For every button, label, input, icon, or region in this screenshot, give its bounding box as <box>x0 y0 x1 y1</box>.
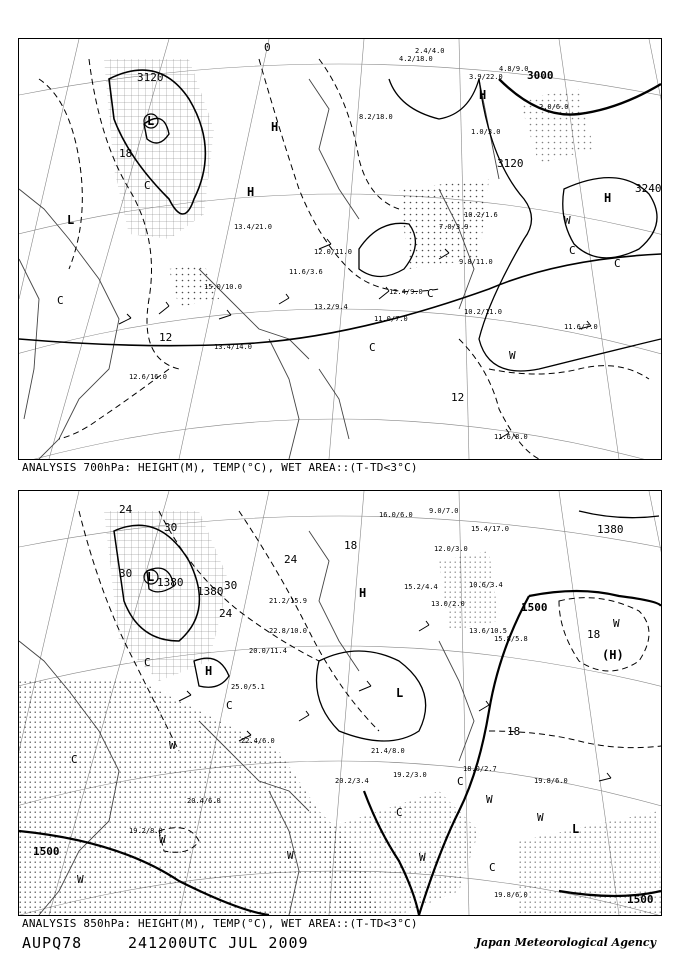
station-value: 13.0/2.0 <box>431 600 465 608</box>
station-value: 20.2/3.4 <box>335 777 369 785</box>
warm-marker: W <box>486 793 493 806</box>
isotherm-label: 18 <box>507 725 521 738</box>
high-center: H <box>247 185 255 199</box>
station-value: 12.0/3.0 <box>434 545 468 553</box>
station-value: 18.0/2.7 <box>463 765 497 773</box>
station-value: 25.0/5.1 <box>231 683 265 691</box>
low-center: L <box>67 213 75 227</box>
isotherm-label: 24 <box>119 503 133 516</box>
station-value: 15.8/5.8 <box>494 635 528 643</box>
station-value: 4.8/9.0 <box>499 65 529 73</box>
station-value: 9.0/7.0 <box>429 507 459 515</box>
isotherm-label: 12 <box>159 331 173 344</box>
station-value: 2.4/4.0 <box>415 47 445 55</box>
contour-label: 1380 <box>157 576 184 589</box>
cold-marker: C <box>369 341 376 354</box>
station-value: 4.2/18.0 <box>399 55 433 63</box>
warm-marker: W <box>287 849 294 862</box>
contour-label: 3000 <box>527 69 554 82</box>
station-value: 21.4/8.0 <box>371 747 405 755</box>
station-value: 19.8/6.0 <box>534 777 568 785</box>
station-value: 10.6/3.4 <box>469 581 503 589</box>
low-center: L <box>147 114 155 128</box>
cold-marker: C <box>57 294 64 307</box>
warm-marker: W <box>169 739 176 752</box>
station-value: 13.4/14.0 <box>214 343 252 351</box>
station-value: 7.0/3.9 <box>439 223 469 231</box>
bulletin-code: AUPQ78 <box>22 934 83 952</box>
cold-marker: C <box>457 775 464 788</box>
isotherm-label: 18 <box>344 539 358 552</box>
station-value: 15.2/4.4 <box>404 583 438 591</box>
cold-marker: C <box>614 257 621 270</box>
map-850hpa-svg <box>19 491 661 915</box>
station-value: 11.6/7.0 <box>564 323 598 331</box>
contour-label: 1380 <box>597 523 624 536</box>
station-value: 11.0/7.0 <box>374 315 408 323</box>
map-700hpa-svg <box>19 39 661 459</box>
warm-marker: W <box>564 214 571 227</box>
high-center: (H) <box>602 648 624 662</box>
station-value: 21.2/15.9 <box>269 597 307 605</box>
warm-marker: W <box>159 833 166 846</box>
map-panel-700hpa <box>18 38 662 460</box>
isotherm-label: 12 <box>451 391 465 404</box>
low-center: L <box>572 822 580 836</box>
low-center: L <box>147 570 155 584</box>
isotherm-label: 30 <box>119 567 133 580</box>
agency-name: Japan Meteorological Agency <box>475 936 656 949</box>
contour-label: 3120 <box>497 157 524 170</box>
high-center: H <box>479 88 487 102</box>
isotherm-label: 24 <box>284 553 298 566</box>
cold-marker: C <box>569 244 576 257</box>
station-value: 12.6/16.0 <box>129 373 167 381</box>
analysis-time: 241200UTC JUL 2009 <box>128 934 309 952</box>
cold-marker: C <box>396 806 403 819</box>
panel-caption-700hpa: ANALYSIS 700hPa: HEIGHT(M), TEMP(°C), WET AREA::(T-TD<3°C) <box>22 461 418 474</box>
station-value: 11.6/3.6 <box>289 268 323 276</box>
station-value: 22.4/6.0 <box>241 737 275 745</box>
cold-marker: C <box>427 287 434 300</box>
high-center: H <box>205 664 213 678</box>
isotherm-label: 30 <box>224 579 238 592</box>
station-value: 10.2/1.6 <box>464 211 498 219</box>
warm-marker: W <box>77 873 84 886</box>
contour-label: 1380 <box>197 585 224 598</box>
station-value: 20.4/6.0 <box>187 797 221 805</box>
warm-marker: W <box>613 617 620 630</box>
isotherm-label: 30 <box>164 521 178 534</box>
station-value: 13.6/10.5 <box>469 627 507 635</box>
station-value: 12.4/9.0 <box>389 288 423 296</box>
low-center: L <box>396 686 404 700</box>
map-panel-850hpa <box>18 490 662 916</box>
station-value: 16.0/6.0 <box>379 511 413 519</box>
cold-marker: C <box>144 656 151 669</box>
contour-label: 1500 <box>521 601 548 614</box>
station-value: 13.2/9.4 <box>314 303 348 311</box>
station-value: 19.2/8.0 <box>129 827 163 835</box>
cold-marker: C <box>144 179 151 192</box>
isotherm-label: 0 <box>264 41 271 54</box>
station-value: 3.9/22.0 <box>469 73 503 81</box>
high-center: H <box>604 191 612 205</box>
station-value: 1.0/3.0 <box>471 128 501 136</box>
isotherm-label: 18 <box>587 628 601 641</box>
warm-marker: W <box>537 811 544 824</box>
warm-marker: W <box>419 851 426 864</box>
station-value: 19.2/3.0 <box>393 771 427 779</box>
station-value: 22.8/10.0 <box>269 627 307 635</box>
cold-marker: C <box>226 699 233 712</box>
cold-marker: C <box>71 753 78 766</box>
contour-label: 3240 <box>635 182 661 195</box>
station-value: 13.4/21.0 <box>234 223 272 231</box>
wet-areas <box>19 511 661 915</box>
contour-label: 3120 <box>137 71 164 84</box>
station-value: 15.0/10.0 <box>204 283 242 291</box>
station-value: 11.6/8.0 <box>494 433 528 441</box>
cold-marker: C <box>489 861 496 874</box>
station-value: 12.0/11.0 <box>314 248 352 256</box>
station-value: 2.0/6.0 <box>539 103 569 111</box>
contour-label: 1500 <box>33 845 60 858</box>
station-value: 9.8/11.0 <box>459 258 493 266</box>
isotherm-label: 24 <box>219 607 233 620</box>
contour-label: 1500 <box>627 893 654 906</box>
coastlines <box>19 79 499 459</box>
high-center: H <box>271 120 279 134</box>
isotherm-label: 18 <box>119 147 133 160</box>
panel-caption-850hpa: ANALYSIS 850hPa: HEIGHT(M), TEMP(°C), WET AREA::(T-TD<3°C) <box>22 917 418 930</box>
station-value: 15.4/17.0 <box>471 525 509 533</box>
high-center: H <box>359 586 367 600</box>
station-value: 20.0/11.4 <box>249 647 287 655</box>
station-value: 8.2/18.0 <box>359 113 393 121</box>
warm-marker: W <box>509 349 516 362</box>
station-value: 10.2/11.0 <box>464 308 502 316</box>
station-value: 19.8/6.0 <box>494 891 528 899</box>
